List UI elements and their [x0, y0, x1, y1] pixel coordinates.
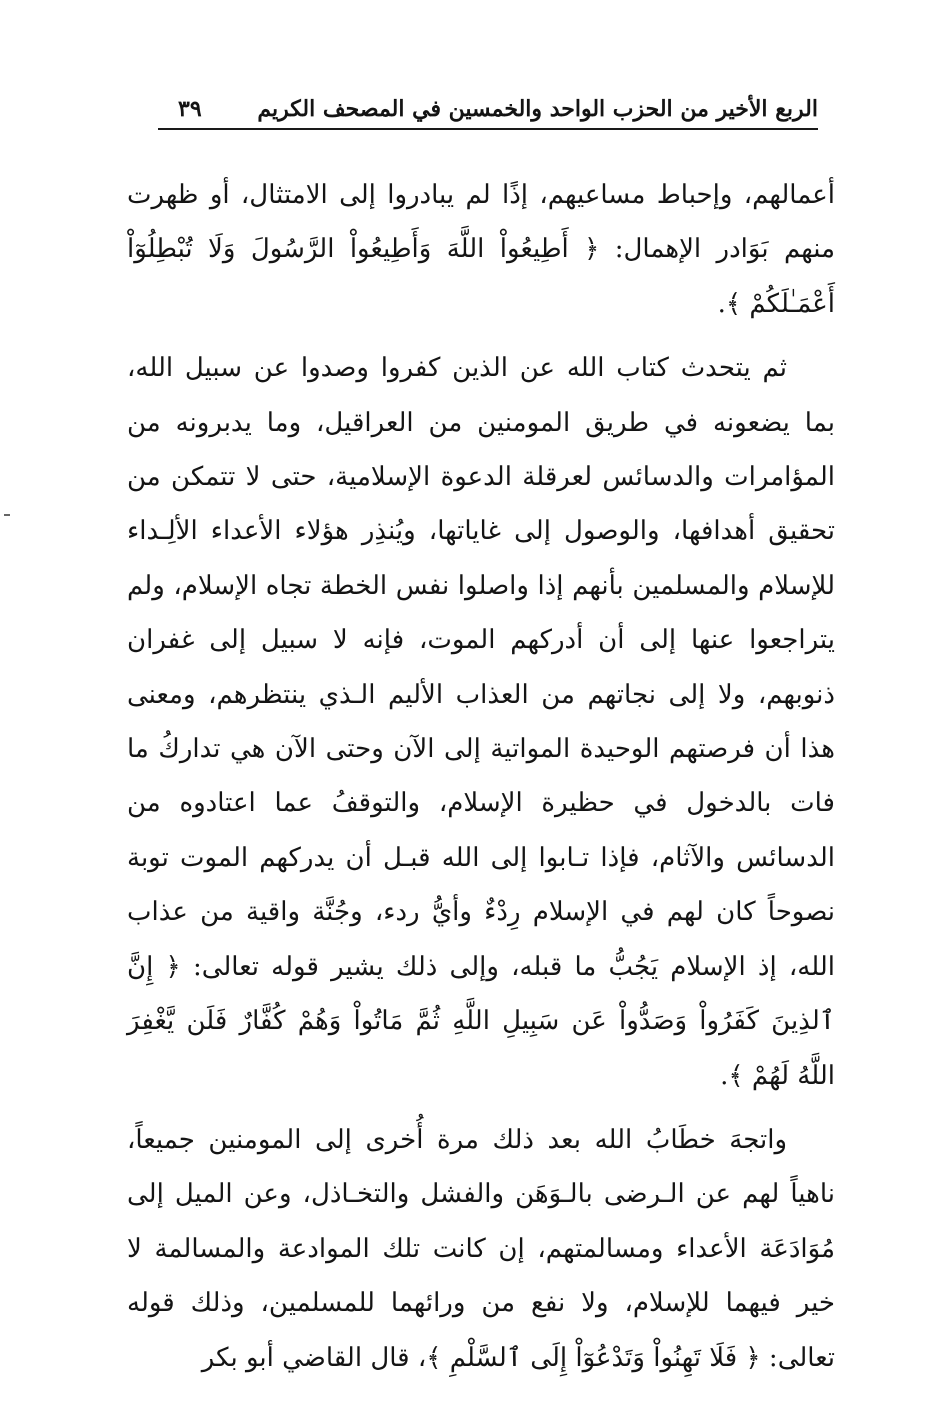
paragraph-3 — [127, 1113, 835, 1385]
quran-verse: ﴿ فَلَا تَهِنُواْ وَتَدْعُوٓاْ إِلَى ٱلسَّلْمِ ﴾ — [426, 1342, 761, 1373]
paragraph-text: . — [720, 1060, 729, 1091]
paragraph-text: ثم يتحدث كتاب الله عن الذين كفروا وصدوا عن سبيل الله، بما يضعونه في طريق المومنين من العراقيل، وما يدبرونه من المؤامرات والدسائس لعرقلة الدعوة الإسلامية، حتى لا تتمكن من تحقيق أهدافها، والوصول إلى غاياتها، ويُنذِر هؤلاء الأعداء الألِـداء للإسلام والمسلمين بأنهم إذا واصلوا نفس الخطة تجاه الإسلام، ولم يتراجعوا عنها إلى أن أدركهم الموت، فإنه لا سبيل إلى غفران ذنوبهم، ولا إلى نجاتهم من العذاب الأليم الـذي ينتظرهم، ومعنى هذا أن فرصتهم الوحيدة المواتية إلى الآن وحتى الآن هي تداركُ ما فات بالدخول في حظيرة الإسلام، والتوقفُ عما اعتادوه من الدسائس والآثام، فإذا تـابوا إلى الله قبـل أن يدركهم الموت توبة نصوحاً كان لهم في الإسلام رِدْءٌ وأيُّ ردء، وجُنَّة واقية من عذاب الله، إذ الإسلام يَجُبُّ ما قبله، وإلى ذلك يشير قوله تعالى: — [127, 353, 836, 982]
running-header — [158, 92, 818, 130]
paragraph-2 — [127, 341, 835, 1103]
paragraph-text: . — [717, 288, 726, 319]
paragraph-text: واتجهَ خطَابُ الله بعد ذلك مرة أُخرى إلى المومنين جميعاً، ناهياً لهم عن الـرضى بالـوَهَن والفشل والتخـاذل، وعن الميل إلى مُوَادَعَة الأعداء ومسالمتهم، إن كانت تلك الموادعة والمسالمة لا خير فيهما للإسلام، ولا نفع من ورائهما للمسلمين، وذلك قوله تعالى: — [127, 1124, 836, 1373]
scan-mark — [4, 514, 10, 516]
quran-verse: ﴿ أَطِيعُواْ اللَّهَ وَأَطِيعُواْ الرَّسُولَ وَلَا تُبْطِلُوٓاْ أَعْمَـٰلَكُمْ ﴾ — [127, 234, 835, 319]
header-title: الربع الأخير من الحزب الواحد والخمسين في المصحف الكريم — [257, 96, 818, 122]
body-text — [127, 168, 835, 1385]
paragraph-1 — [127, 168, 835, 331]
quran-verse: ﴿ إِنَّ ٱلذِينَ كَفَرُواْ وَصَدُّواْ عَن سَبِيلِ اللَّهِ ثُمَّ مَاتُواْ وَهُمْ كُفَّارٌ فَلَن يَّغْفِرَ اللَّهُ لَهُمْ ﴾ — [127, 951, 835, 1091]
paragraph-text: أعمالهم، وإحباط مساعيهم، إذًا لم يبادروا إلى الامتثال، أو ظهرت منهم بَوَادر الإهمال: — [127, 180, 836, 265]
page-number: ٣٩ — [178, 96, 202, 122]
paragraph-text: ، قال القاضي أبو بكر — [201, 1342, 427, 1373]
